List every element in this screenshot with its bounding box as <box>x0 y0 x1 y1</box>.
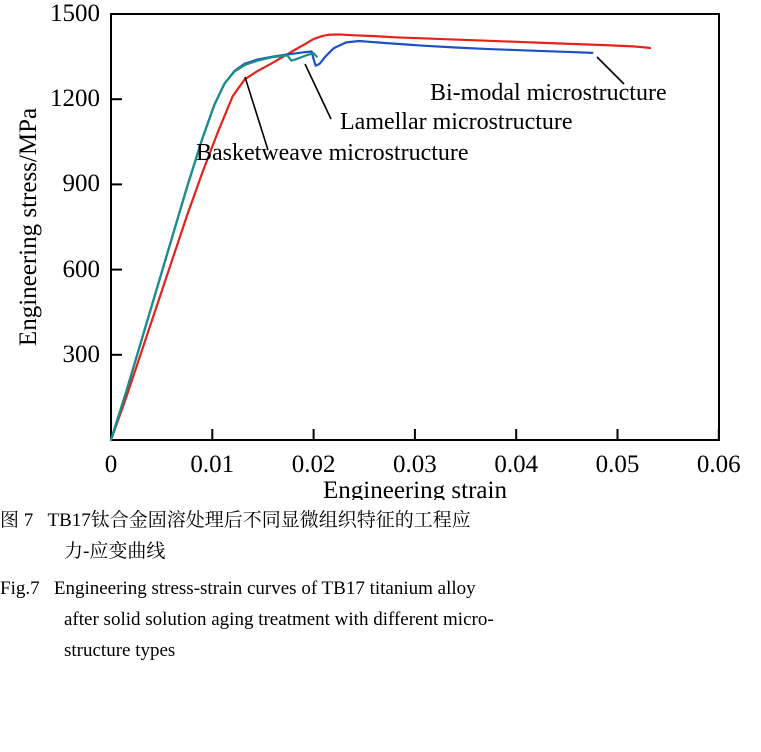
x-tick-label-006: 0.06 <box>696 451 741 478</box>
y-tick-label-300: 300 <box>62 341 100 368</box>
x-tick-label-001: 0.01 <box>190 451 235 478</box>
caption-cn-line2: 力-应变曲线 <box>64 541 166 562</box>
y-tick-label-900: 900 <box>62 170 100 197</box>
caption-en-line3: structure types <box>64 640 176 661</box>
series-line-2 <box>111 53 317 440</box>
caption-en-line2: after solid solution aging treatment with different micro- <box>64 609 494 630</box>
y-axis-title: Engineering stress/MPa <box>15 107 42 347</box>
annotation-lamellar: Lamellar microstructure <box>340 109 573 135</box>
x-tick-label-005: 0.05 <box>595 451 640 478</box>
caption-cn-text1: TB17钛合金固溶处理后不同显微组织特征的工程应 <box>47 510 471 531</box>
x-axis-title: Engineering strain <box>323 477 507 500</box>
caption-cn-label: 图 7 <box>0 510 34 531</box>
caption-chinese <box>0 505 761 567</box>
x-tick-label-0: 0 <box>104 451 118 478</box>
caption-en-text1: Engineering stress-strain curves of TB17 titanium alloy <box>53 578 476 599</box>
caption-en-line1 <box>0 573 761 604</box>
x-tick-label-003: 0.03 <box>393 451 437 478</box>
caption-english <box>0 573 761 666</box>
caption-cn-line1 <box>0 505 761 536</box>
y-tick-label-600: 600 <box>62 256 100 283</box>
annotation-bi-modal: Bi-modal microstructure <box>430 80 667 106</box>
y-tick-label-1500: 1500 <box>50 0 100 27</box>
x-tick-label-002: 0.02 <box>291 451 336 478</box>
y-tick-label-1200: 1200 <box>50 85 100 112</box>
x-tick-label-004: 0.04 <box>494 451 539 478</box>
annotation-basketweave: Basketweave microstructure <box>196 140 469 166</box>
plot-frame <box>111 14 719 440</box>
figure-caption <box>0 505 761 672</box>
caption-en-label: Fig.7 <box>0 578 40 599</box>
x-axis-ticks <box>111 429 719 440</box>
y-axis-ticks <box>111 14 122 440</box>
